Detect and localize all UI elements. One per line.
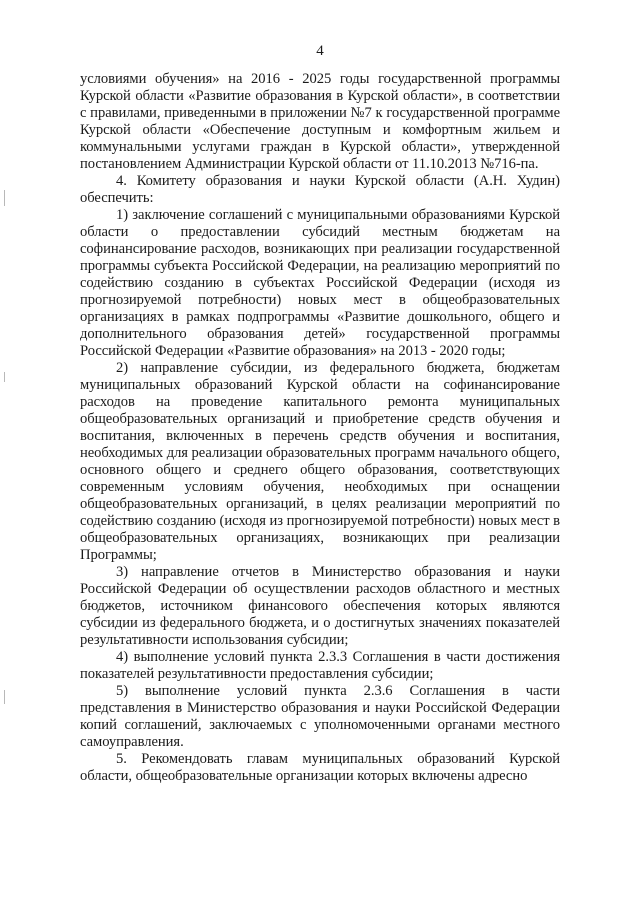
- paragraph-subitem-5: 5) выполнение условий пункта 2.3.6 Соглашения в части представления в Министерство образования и науки Российской Федерации копий соглашений, заключаемых с уполномоченными органами местного самоуправления.: [80, 683, 560, 750]
- paragraph-continuation: условиями обучения» на 2016 - 2025 годы государственной программы Курской области «Развитие образования в Курской области», в соответствии с правилами, приведенными в приложении №7 к государственной программе Курской области «Обеспечение доступным и комфортным жильем и коммунальными услугами граждан в Курской области», утвержденной постановлением Администрации Курской области от 11.10.2013 №716-па.: [80, 71, 560, 172]
- paragraph-item-5: 5. Рекомендовать главам муниципальных образований Курской области, общеобразовательные организации которых включены адресно: [80, 751, 560, 784]
- paragraph-subitem-4: 4) выполнение условий пункта 2.3.3 Соглашения в части достижения показателей результативности предоставления субсидии;: [80, 649, 560, 682]
- scan-artifact: [4, 190, 5, 206]
- paragraph-subitem-1: 1) заключение соглашений с муниципальными образованиями Курской области о предоставлении субсидий местным бюджетам на софинансирование расходов, возникающих при реализации государственной программы субъекта Российской Федерации, на реализацию мероприятий по содействию созданию в субъектах Российской Федерации (исходя из прогнозируемой потребности) новых мест в общеобразовательных организациях в рамках подпрограммы «Развитие дошкольного, общего и дополнительного образования детей» государственной программы Российской Федерации «Развитие образования» на 2013 - 2020 годы;: [80, 207, 560, 359]
- page-number: 4: [316, 43, 324, 59]
- scan-artifact: [4, 690, 5, 704]
- scan-artifact: [4, 372, 5, 382]
- paragraph-subitem-3: 3) направление отчетов в Министерство образования и науки Российской Федерации об осуществлении расходов областного и местных бюджетов, источником финансового обеспечения которых являются субсидии из федерального бюджета, и о достигнутых значениях показателей результативности использования субсидии;: [80, 564, 560, 648]
- document-body: [80, 71, 560, 785]
- paragraph-item-4: 4. Комитету образования и науки Курской области (А.Н. Худин) обеспечить:: [80, 173, 560, 206]
- paragraph-subitem-2: 2) направление субсидии, из федерального бюджета, бюджетам муниципальных образований Курской области на софинансирование расходов на проведение капитального ремонта муниципальных общеобразовательных организаций и приобретение средств обучения и воспитания, включенных в перечень средств обучения и воспитания, необходимых для реализации образовательных программ начального общего, основного общего и среднего общего образования, соответствующих современным условиям обучения, необходимых при оснащении общеобразовательных организаций, в целях реализации мероприятий по содействию созданию (исходя из прогнозируемой потребности) новых мест в общеобразовательных организациях, возникающих при реализации Программы;: [80, 360, 561, 563]
